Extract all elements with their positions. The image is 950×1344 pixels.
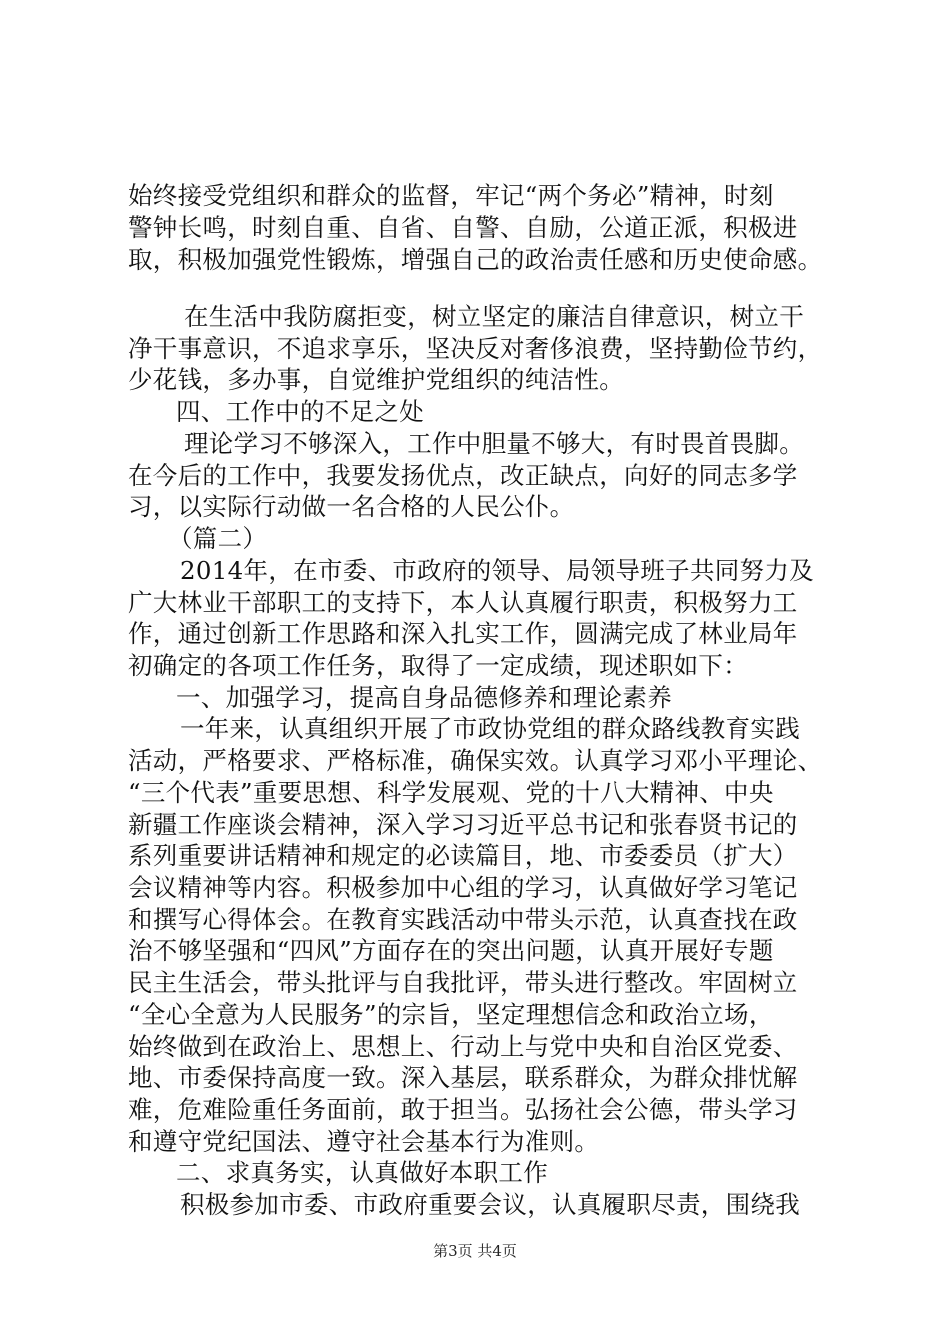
text-line: 作，通过创新工作思路和深入扎实工作，圆满完成了林业局年 [128,619,798,648]
text-line: 和遵守党纪国法、遵守社会基本行为准则。 [128,1127,600,1156]
text-line: 难，危难险重任务面前，敢于担当。弘扬社会公德，带头学习 [128,1095,798,1124]
text-line: 始终做到在政治上、思想上、行动上与党中央和自治区党委、 [128,1032,798,1061]
text-line: 民主生活会，带头批评与自我批评，带头进行整改。牢固树立 [128,968,798,997]
text-line: 会议精神等内容。积极参加中心组的学习，认真做好学习笔记 [128,873,798,902]
paragraph-first-line: 积极参加市委、市政府重要会议，认真履职尽责，围绕我 [180,1190,800,1219]
text-line: 和撰写心得体会。在教育实践活动中带头示范，认真查找在政 [128,905,798,934]
paragraph-first-line: 理论学习不够深入，工作中胆量不够大，有时畏首畏脚。 [184,429,804,458]
text-line: 初确定的各项工作任务，取得了一定成绩，现述职如下： [128,651,748,680]
text-line: 取，积极加强党性锻炼，增强自己的政治责任感和历史使命感。 [128,245,823,274]
page-number-footer: 第3页 共4页 [433,1242,517,1260]
text-line: 广大林业干部职工的支持下，本人认真履行职责，积极努力工 [128,588,798,617]
paragraph-first-line: 一年来，认真组织开展了市政协党组的群众路线教育实践 [180,714,800,743]
section-heading: 四、工作中的不足之处 [176,397,424,426]
text-line: 习，以实际行动做一名合格的人民公仆。 [128,492,575,521]
text-line: “全心全意为人民服务”的宗旨，坚定理想信念和政治立场， [128,1000,774,1029]
section-label: （篇二） [168,524,268,553]
text-line: 少花钱，多办事，自觉维护党组织的纯洁性。 [128,365,624,394]
text-line: 新疆工作座谈会精神，深入学习习近平总书记和张春贤书记的 [128,810,798,839]
section-heading: 二、求真务实，认真做好本职工作 [176,1158,548,1187]
text-line: 治不够坚强和“四风”方面存在的突出问题，认真开展好专题 [128,936,774,965]
text-line: 警钟长鸣，时刻自重、自省、自警、自励，公道正派，积极进 [128,213,798,242]
text-line: 在今后的工作中，我要发扬优点，改正缺点，向好的同志多学 [128,461,798,490]
paragraph-first-line: 在生活中我防腐拒变，树立坚定的廉洁自律意识，树立干 [184,302,804,331]
text-line: 始终接受党组织和群众的监督，牢记“两个务必”精神，时刻 [128,181,774,210]
text-line: “三个代表”重要思想、科学发展观、党的十八大精神、中央 [128,778,774,807]
text-line: 净干事意识，不追求享乐，坚决反对奢侈浪费，坚持勤俭节约， [128,334,823,363]
text-line: 地、市委保持高度一致。深入基层，联系群众，为群众排忧解 [128,1063,798,1092]
text-line: 系列重要讲话精神和规定的必读篇目，地、市委委员（扩大） [128,841,798,870]
paragraph-first-line: 2014年，在市委、市政府的领导、局领导班子共同努力及 [180,556,814,585]
text-line: 活动，严格要求、严格标准，确保实效。认真学习邓小平理论、 [128,746,823,775]
section-heading: 一、加强学习，提高自身品德修养和理论素养 [176,683,672,712]
